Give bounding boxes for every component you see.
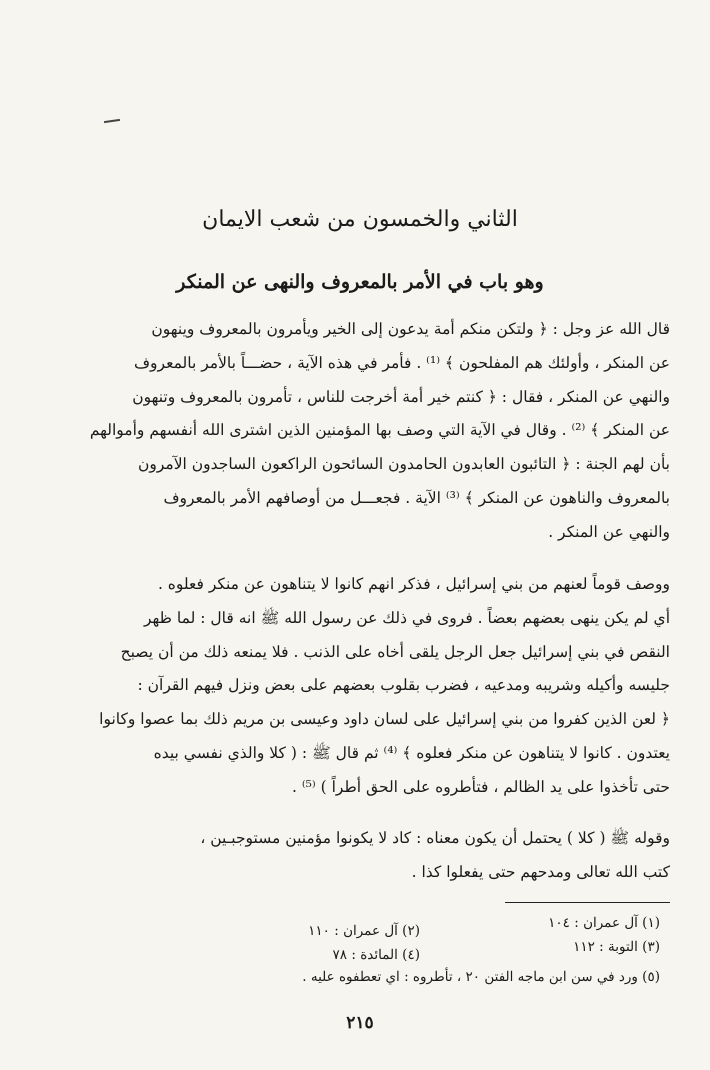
text-line: يعتدون . كانوا لا يتناهون عن منكر فعلوه ﴾ ⁽⁴⁾ ثم قال ﷺ : ( كلا والذي نفسي بيده [153, 743, 670, 762]
text-line: بالمعروف والناهون عن المنكر ﴾ ⁽³⁾ الآية . فجعـــل من أوصافهم الأمر بالمعروف [163, 488, 670, 507]
text-line: والنهي عن المنكر ، فقال : ﴿ كنتم خير أمة أخرجت للناس ، تأمرون بالمعروف وتنهون [132, 387, 670, 406]
paragraph-3 [62, 822, 670, 890]
paragraph-2 [62, 568, 670, 805]
text-line: النقص في بني إسرائيل جعل الرجل يلقى أخاه على الذنب . فلا يمنعه ذلك من أن يصبح [120, 642, 670, 661]
text-line: وقوله ﷺ ( كلا ) يحتمل أن يكون معناه : كاد لا يكونوا مؤمنين مستوجبـين ، [200, 829, 670, 847]
text-line: حتى تأخذوا على يد الظالم ، فتأطروه على الحق أطراً ) ⁽⁵⁾ . [292, 777, 670, 796]
footnote-3: (٣) التوبة : ١١٢ [573, 939, 660, 955]
footnote-1: (١) آل عمران : ١٠٤ [548, 915, 660, 931]
text-line: عن المنكر ﴾ ⁽²⁾ . وقال في الآية التي وصف بها المؤمنين الذين اشترى الله أنفسهم وأموالهم [89, 421, 670, 440]
ink-mark [104, 119, 120, 123]
footnote-5: (٥) ورد في سن ابن ماجه الفتن ٢٠ ، تأطروه : اي تعطفوه عليه . [302, 969, 660, 985]
footnote-4: (٤) المائدة : ٧٨ [332, 947, 420, 963]
text-line: بأن لهم الجنة : ﴿ التائبون العابدون الحامدون السائحون الراكعون الساجدون الآمرون [137, 455, 670, 474]
paragraph-1 [62, 313, 670, 550]
footnote-2: (٢) آل عمران : ١١٠ [308, 923, 420, 939]
footnote-divider [505, 902, 670, 903]
page-number: ٢١٥ [346, 1013, 374, 1033]
text-line: ﴿ لعن الذين كفروا من بني إسرائيل على لسان داود وعيسى بن مريم ذلك بما عصوا وكانوا [99, 710, 670, 729]
text-line: ووصف قوماً لعنهم من بني إسرائيل ، فذكر انهم كانوا لا يتناهون عن منكر فعلوه . [157, 575, 670, 593]
text-line: عن المنكر ، وأولئك هم المفلحون ﴾ ⁽¹⁾ . فأمر في هذه الآية ، حضـــاً بالأمر بالمعروف [133, 353, 670, 372]
text-line: جليسه وأكيله وشريبه ومدعيه ، فضرب بقلوب بعضهم على بعض ونزل فيهم القرآن : [137, 676, 670, 695]
text-line: أي لم يكن ينهى بعضهم بعضاً . فروى في ذلك عن رسول الله ﷺ انه قال : لما ظهر [143, 608, 670, 627]
text-line: والنهي عن المنكر . [548, 522, 670, 541]
text-line: كتب الله تعالى ومدحهم حتى يفعلوا كذا . [411, 862, 670, 881]
chapter-subtitle: وهو باب في الأمر بالمعروف والنهى عن المنكر [176, 271, 544, 293]
chapter-title: الثاني والخمسون من شعب الايمان [202, 207, 518, 232]
text-line: قال الله عز وجل : ﴿ ولتكن منكم أمة يدعون إلى الخير ويأمرون بالمعروف وينهون [151, 320, 670, 338]
